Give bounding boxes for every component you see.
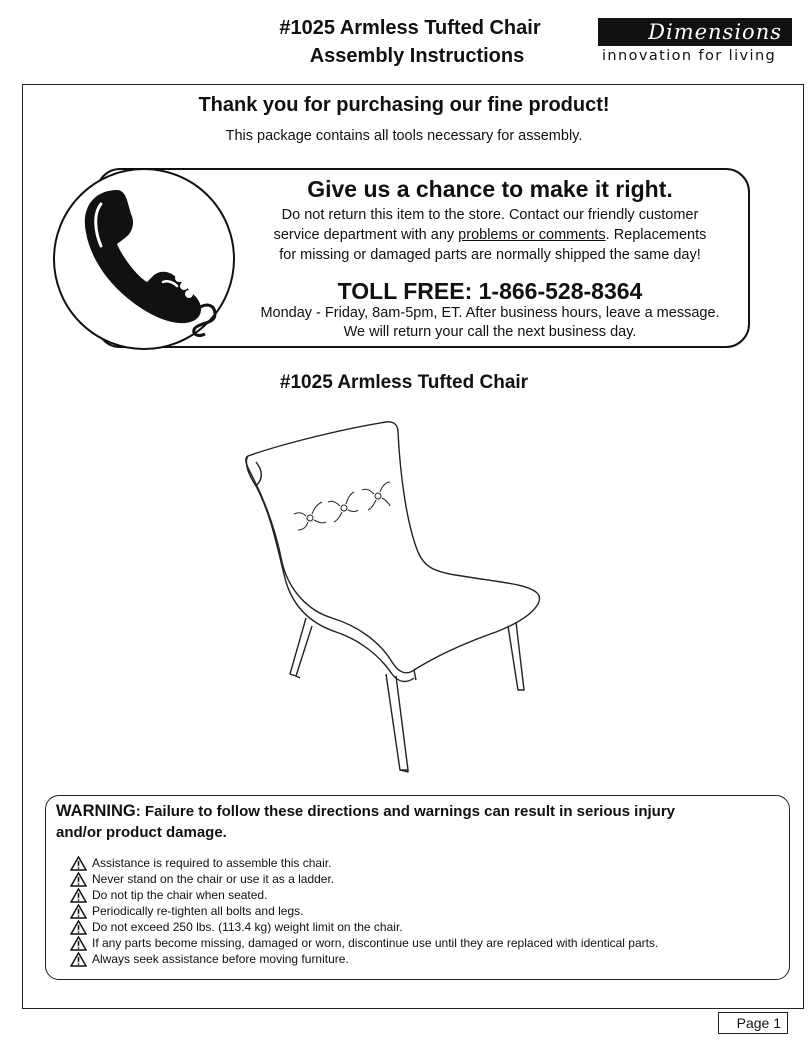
package-contents-note: This package contains all tools necessary for assembly. bbox=[225, 128, 583, 144]
warning-item-text: Always seek assistance before moving furniture. bbox=[92, 952, 349, 966]
logo-wordmark: Dimensions bbox=[648, 20, 782, 44]
warning-triangle-icon bbox=[70, 920, 87, 935]
product-title: #1025 Armless Tufted Chair bbox=[279, 372, 529, 393]
warning-item bbox=[70, 903, 658, 919]
title-line-2: Assembly Instructions bbox=[309, 45, 525, 67]
toll-free-number: TOLL FREE: 1-866-528-8364 bbox=[337, 278, 643, 304]
hours-line-2: We will return your call the next business day. bbox=[343, 324, 637, 340]
hours-line-1: Monday - Friday, 8am-5pm, ET. After business hours, leave a message. bbox=[260, 305, 720, 321]
telephone-handset-icon bbox=[53, 168, 235, 350]
warning-item-text: Do not exceed 250 lbs. (113.4 kg) weight limit on the chair. bbox=[92, 920, 403, 934]
warning-triangle-icon bbox=[70, 872, 87, 887]
warning-item bbox=[70, 935, 658, 951]
warning-triangle-icon bbox=[70, 904, 87, 919]
page-number: Page 1 bbox=[736, 1015, 781, 1031]
warning-item-text: Never stand on the chair or use it as a ladder. bbox=[92, 872, 335, 886]
warning-heading bbox=[56, 801, 776, 843]
support-line-2 bbox=[226, 225, 754, 245]
warning-item-text: Periodically re-tighten all bolts and legs. bbox=[92, 904, 304, 918]
title-line-1: #1025 Armless Tufted Chair bbox=[279, 17, 541, 39]
warning-triangle-icon bbox=[70, 856, 87, 871]
support-line-1: Do not return this item to the store. Contact our friendly customer bbox=[281, 207, 699, 223]
warning-item bbox=[70, 855, 658, 871]
brand-logo bbox=[598, 18, 792, 64]
page-number-box bbox=[718, 1012, 788, 1034]
warning-item bbox=[70, 887, 658, 903]
warning-text: : Failure to follow these directions and warnings can result in serious injury bbox=[135, 803, 676, 820]
warning-item bbox=[70, 919, 658, 935]
warning-label: WARNING bbox=[56, 802, 136, 820]
warning-item bbox=[70, 951, 658, 967]
support-hours bbox=[222, 304, 758, 342]
support-line-3: for missing or damaged parts are normally shipped the same day! bbox=[279, 247, 701, 263]
logo-tagline: innovation for living bbox=[602, 48, 777, 64]
support-line-2-end: . Replacements bbox=[605, 227, 707, 243]
warning-triangle-icon bbox=[70, 888, 87, 903]
thank-you-heading: Thank you for purchasing our fine product! bbox=[198, 94, 610, 116]
warning-triangle-icon bbox=[70, 936, 87, 951]
warning-item-text: If any parts become missing, damaged or worn, discontinue use until they are replaced with identical parts. bbox=[92, 936, 659, 950]
support-heading: Give us a chance to make it right. bbox=[307, 176, 673, 202]
logo-wordmark-box bbox=[598, 18, 792, 46]
support-message bbox=[226, 205, 754, 265]
warning-list bbox=[70, 855, 658, 967]
warning-item-text: Assistance is required to assemble this chair. bbox=[92, 856, 332, 870]
problems-or-comments-text: problems or comments bbox=[458, 227, 606, 243]
document-title bbox=[200, 14, 620, 70]
warning-item-text: Do not tip the chair when seated. bbox=[92, 888, 268, 902]
warning-triangle-icon bbox=[70, 952, 87, 967]
chair-illustration bbox=[236, 412, 566, 782]
warning-text-2: and/or product damage. bbox=[56, 824, 227, 841]
support-line-2-text: service department with any bbox=[273, 227, 459, 243]
warning-item bbox=[70, 871, 658, 887]
